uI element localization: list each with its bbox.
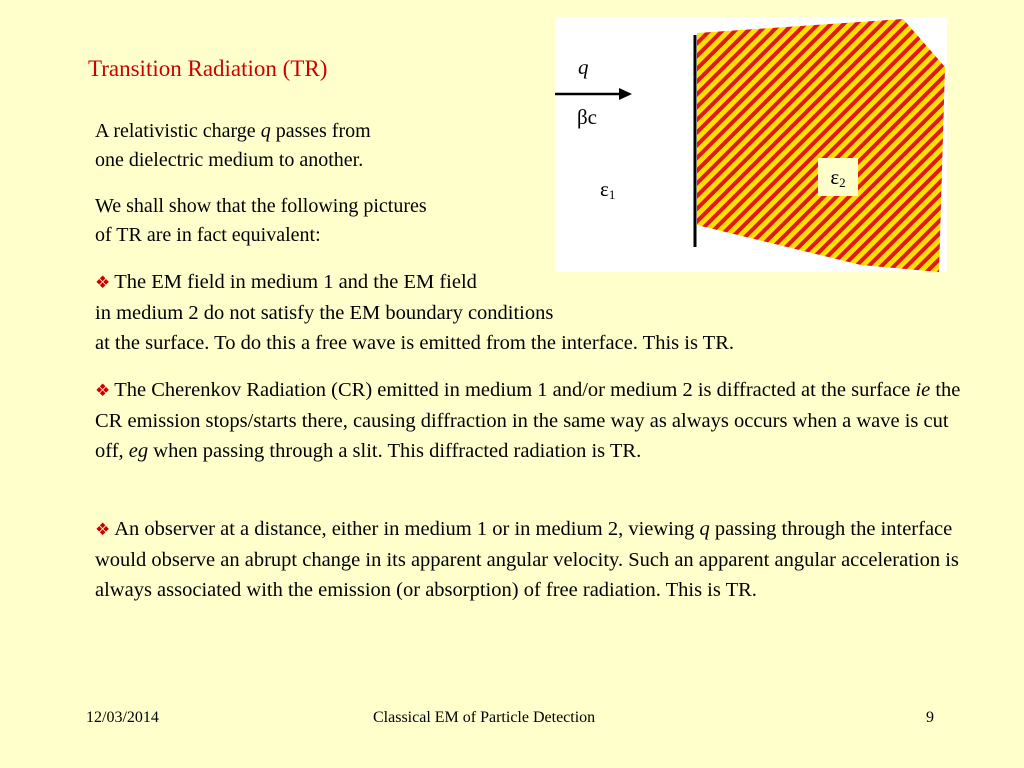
epsilon-symbol: ε	[600, 177, 609, 201]
charge-symbol: q	[699, 518, 710, 540]
intro-text: of TR are in fact equivalent:	[95, 224, 321, 246]
intro-text: A relativistic charge	[95, 120, 261, 142]
medium1-label	[600, 177, 615, 203]
intro-text: We shall show that the following pictures	[95, 195, 427, 217]
bullet-text: the CR emission stops/starts there, causing diffraction in the same way as always occurs when a wave is cut off,	[95, 379, 961, 462]
tr-diagram-graphic	[555, 17, 947, 272]
bullet-text: An observer at a distance, either in medium 1 or in medium 2, viewing	[114, 518, 700, 540]
bullet-text: The Cherenkov Radiation (CR) emitted in medium 1 and/or medium 2 is diffracted at the surface	[114, 379, 916, 401]
intro-text: passes from	[270, 120, 371, 142]
bullet-text: passing through the interface would observe an abrupt change in its apparent angular velocity. Such an apparent angular acceleration is always associated with the emission (or absorption) of free radiation. This is TR.	[95, 518, 959, 601]
velocity-label: βc	[577, 105, 598, 129]
bullet-italic: eg	[128, 440, 149, 462]
bullet-cherenkov	[95, 375, 965, 466]
tr-diagram	[555, 17, 947, 272]
medium1-subscript: 1	[608, 187, 616, 202]
charge-label: q	[578, 55, 589, 79]
intro-text: one dielectric medium to another.	[95, 149, 364, 171]
arrowhead-icon	[619, 88, 632, 100]
page-number: 9	[926, 709, 934, 726]
bullet-italic: ie	[915, 379, 931, 401]
diamond-bullet-icon: ❖	[95, 381, 111, 400]
medium2-label	[818, 158, 858, 196]
bullet-text: The EM field in medium 1 and the EM field	[114, 271, 477, 293]
charge-symbol: q	[260, 120, 271, 142]
medium2-subscript: 2	[839, 175, 846, 190]
footer-date: 12/03/2014	[86, 709, 159, 726]
bullet-text: in medium 2 do not satisfy the EM boundary conditions	[95, 302, 554, 324]
intro-paragraph-1	[95, 117, 371, 175]
bullet-text: at the surface. To do this a free wave is emitted from the interface. This is TR.	[95, 332, 734, 354]
intro-paragraph-2	[95, 192, 427, 250]
bullet-observer	[95, 514, 965, 605]
bullet-boundary-conditions	[95, 267, 925, 358]
slide-title: Transition Radiation (TR)	[88, 56, 328, 81]
footer-title: Classical EM of Particle Detection	[373, 709, 596, 726]
bullet-text: when passing through a slit. This diffracted radiation is TR.	[148, 440, 642, 462]
epsilon-symbol: ε	[830, 165, 840, 189]
medium2-region	[697, 19, 945, 272]
diamond-bullet-icon: ❖	[95, 520, 111, 539]
diamond-bullet-icon: ❖	[95, 273, 111, 292]
